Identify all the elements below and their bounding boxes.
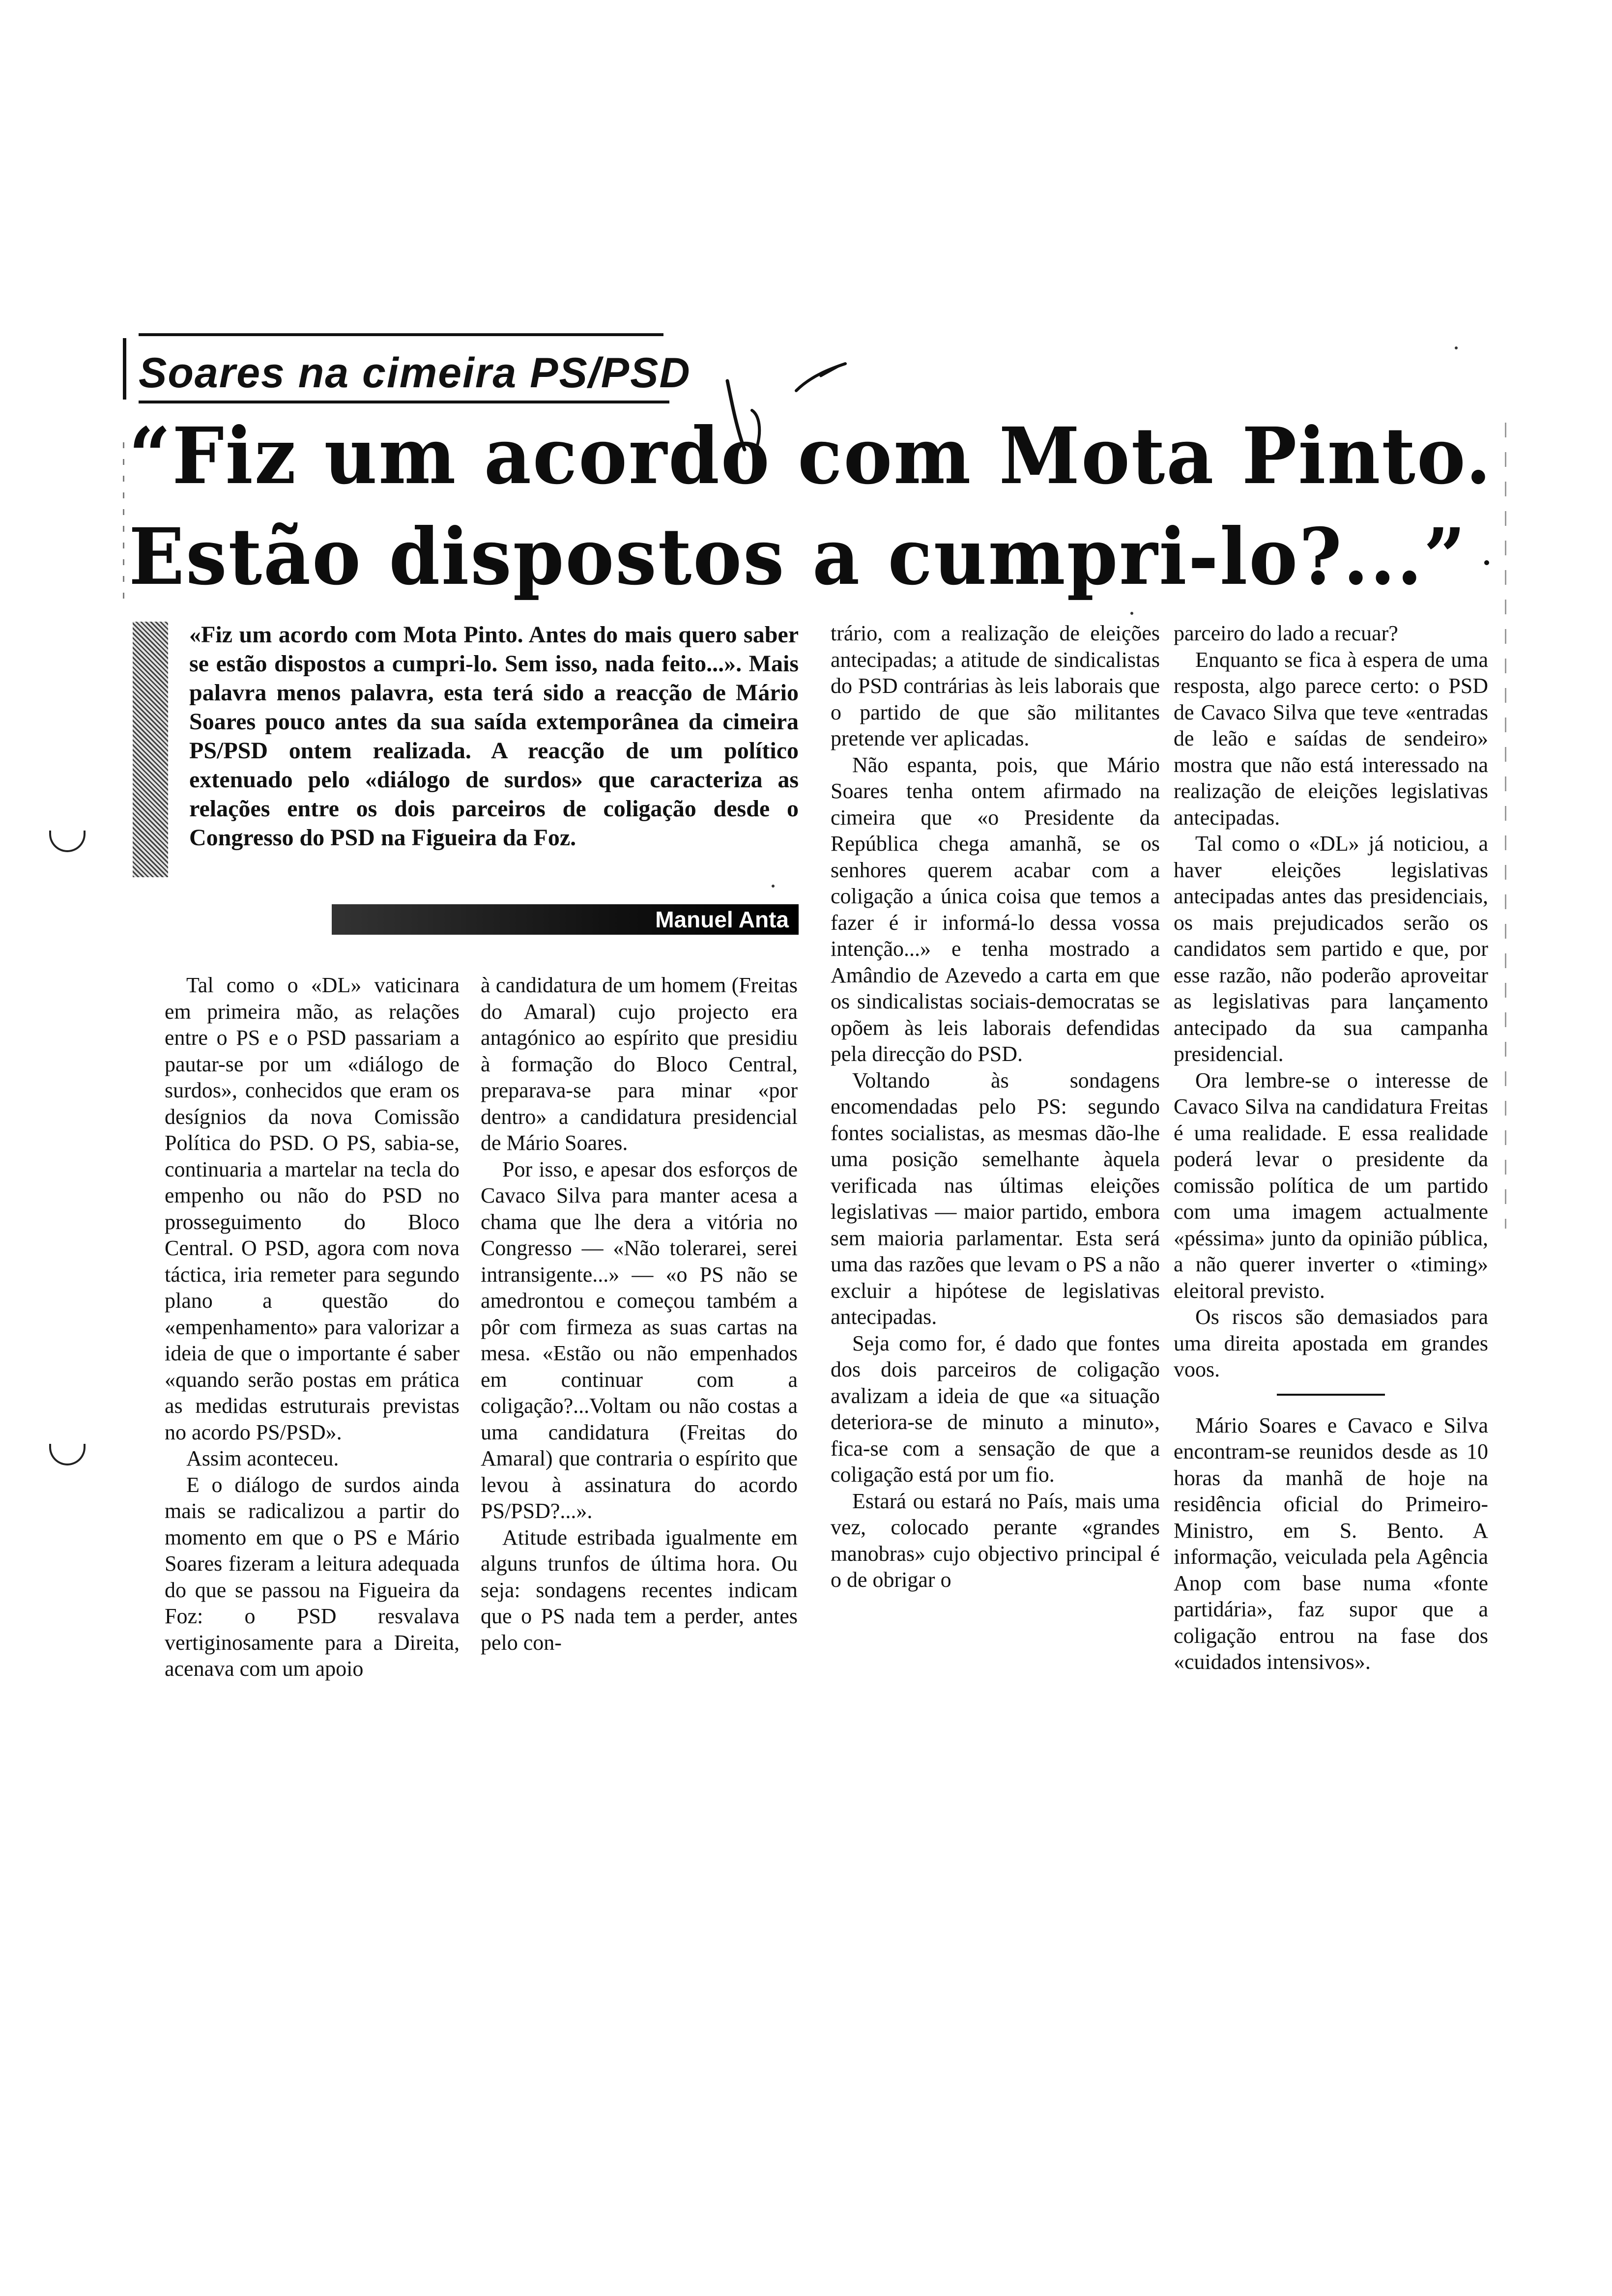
scan-speck xyxy=(772,885,775,888)
scan-margin-mark xyxy=(123,442,124,609)
section-separator xyxy=(1277,1394,1385,1396)
kicker: Soares na cimeira PS/PSD xyxy=(139,349,691,397)
paragraph: à candidatura de um homem (Freitas do Amaral) cujo projecto era antagónico ao espírito que presidiu à formação do Bloco Central, preparava-se para minar «por dentro» a candidatura presidencial de Mário Soares. xyxy=(481,973,798,1155)
paragraph: Enquanto se fica à espera de uma resposta, algo parece certo: o PSD de Cavaco Silva que teve «entradas de leão e saídas de sendeiro» mostra que não está interessado na realização de eleições legislativas antecipadas. xyxy=(1174,647,1488,830)
paragraph: Estará ou estará no País, mais uma vez, colocado perante «grandes manobras» cujo objectivo principal é o de obrigar o xyxy=(831,1489,1160,1592)
scan-right-edge-mark xyxy=(1505,423,1506,1229)
headline-line-2: Estão dispostos a cumpri-lo?...” xyxy=(129,512,1467,603)
byline: Manuel Anta xyxy=(655,907,789,932)
paragraph: Assim aconteceu. xyxy=(186,1446,339,1470)
scan-speck xyxy=(1455,346,1458,349)
paragraph: Ora lembre-se o interesse de Cavaco Silva na candidatura Freitas é uma realidade. E essa realidade poderá levar o presidente da comissão política de um partido com uma imagem actualmente «péssima» junto da opinião pública, a não querer inverter o «timing» eleitoral previsto. xyxy=(1174,1068,1488,1303)
column-1 xyxy=(165,972,460,1682)
scan-speck xyxy=(1130,612,1133,615)
paragraph: Por isso, e apesar dos esforços de Cavaco Silva para manter acesa a chama que lhe dera a vitória no Congresso — «Não tolerarei, serei intransigente...» — «o PS não se amedrontou e começou também a pôr com firmeza as suas cartas na mesa. «Estão ou não empenhados em continuar com a coligação?...Voltam ou não costas a uma candidatura (Freitas do Amaral) que contraria o espírito que levou à assinatura do acordo PS/PSD?...». xyxy=(481,1157,798,1523)
scan-speck xyxy=(1484,560,1489,565)
top-rule xyxy=(139,333,663,336)
column-4 xyxy=(1174,620,1488,1675)
left-accent-bar xyxy=(123,338,126,400)
headline-line-1: “Fiz um acordo com Mota Pinto. xyxy=(129,411,1493,502)
lead-stipple-bar xyxy=(133,622,168,877)
paragraph: Voltando às sondagens encomendadas pelo PS: segundo fontes socialistas, as mesmas dão-lhe uma posição semelhante àquela verificada nas últimas eleições legislativas — maior partido, embora sem maioria parlamentar. Esta será uma das razões que levam o PS a não excluir a hipótese de legislativas antecipadas. xyxy=(831,1068,1160,1329)
headline xyxy=(129,406,1493,607)
paragraph: Não espanta, pois, que Mário Soares tenha ontem afirmado na cimeira que «o Presidente da República chega amanhã, se os senhores querem acabar com a coligação a única coisa que temos a fazer é ir informá-lo dessa vossa intenção...» e tenha mostrado a Amândio de Azevedo a carta em que os sindicalistas sociais-democratas se opõem às leis laborais defendidas pela direcção do PSD. xyxy=(831,752,1160,1066)
paragraph: Tal como o «DL» já noticiou, a haver eleições legislativas antecipadas antes das presidenciais, os mais prejudicados serão os candidatos sem partido e que, por esse razão, não poderão aproveitar as legislativas para lançamento antecipado da sua campanha presidencial. xyxy=(1174,832,1488,1066)
paragraph: Seja como for, é dado que fontes dos dois parceiros de coligação avalizam a ideia de que «a situação deteriora-se de minuto a minuto», fica-se com a sensação de que a coligação está por um fio. xyxy=(831,1331,1160,1487)
paragraph: trário, com a realização de eleições antecipadas; a atitude de sindicalistas do PSD contrárias às leis laborais que o partido de que são militantes pretende ver aplicadas. xyxy=(831,621,1160,750)
paragraph: parceiro do lado a recuar? xyxy=(1174,621,1398,645)
column-2 xyxy=(481,972,798,1656)
paragraph: Os riscos são demasiados para uma direita apostada em grandes voos. xyxy=(1174,1305,1488,1381)
punch-hole-mark xyxy=(49,1444,86,1465)
byline-bar xyxy=(332,904,799,935)
column-3 xyxy=(831,620,1160,1593)
kicker-underline xyxy=(139,401,669,403)
paragraph: Tal como o «DL» vaticinara em primeira mão, as relações entre o PS e o PSD passariam a pautar-se por um «diálogo de surdos», conhecidos que eram os desígnios da nova Comissão Política do PSD. O PS, sabia-se, continuaria a martelar na tecla do empenho ou não do PSD no prosseguimento do Bloco Central. O PSD, agora com nova táctica, iria remeter para segundo plano a questão do «empenhamento» para valorizar a ideia de que o importante é saber «quando serão postas em prática as medidas estruturais previstas no acordo PS/PSD». xyxy=(165,973,460,1444)
paragraph: Mário Soares e Cavaco e Silva encontram-se reunidos desde as 10 horas da manhã de hoje na residência oficial do Primeiro-Ministro, em S. Bento. A informação, veiculada pela Agência Anop com base numa «fonte partidária», faz supor que a coligação entrou na fase dos «cuidados intensivos». xyxy=(1174,1413,1488,1674)
paragraph: Atitude estribada igualmente em alguns trunfos de última hora. Ou seja: sondagens recentes indicam que o PS nada tem a perder, antes pelo con- xyxy=(481,1525,798,1655)
lead-paragraph: «Fiz um acordo com Mota Pinto. Antes do mais quero saber se estão dispostos a cumpri-lo. Sem isso, nada feito...». Mais palavra menos palavra, esta terá sido a reacção de Mário Soares pouco antes da sua saída extemporânea da cimeira PS/PSD ontem realizada. A reacção de um político extenuado pelo «diálogo de surdos» que caracteriza as relações entre os dois parceiros de coligação desde o Congresso do PSD na Figueira da Foz. xyxy=(189,622,799,851)
paragraph: E o diálogo de surdos ainda mais se radicalizou a partir do momento em que o PS e Mário Soares fizeram a leitura adequada do que se passou na Figueira da Foz: o PSD resvalava vertiginosamente para a Direita, acenava com um apoio xyxy=(165,1472,460,1681)
punch-hole-mark xyxy=(49,831,86,852)
